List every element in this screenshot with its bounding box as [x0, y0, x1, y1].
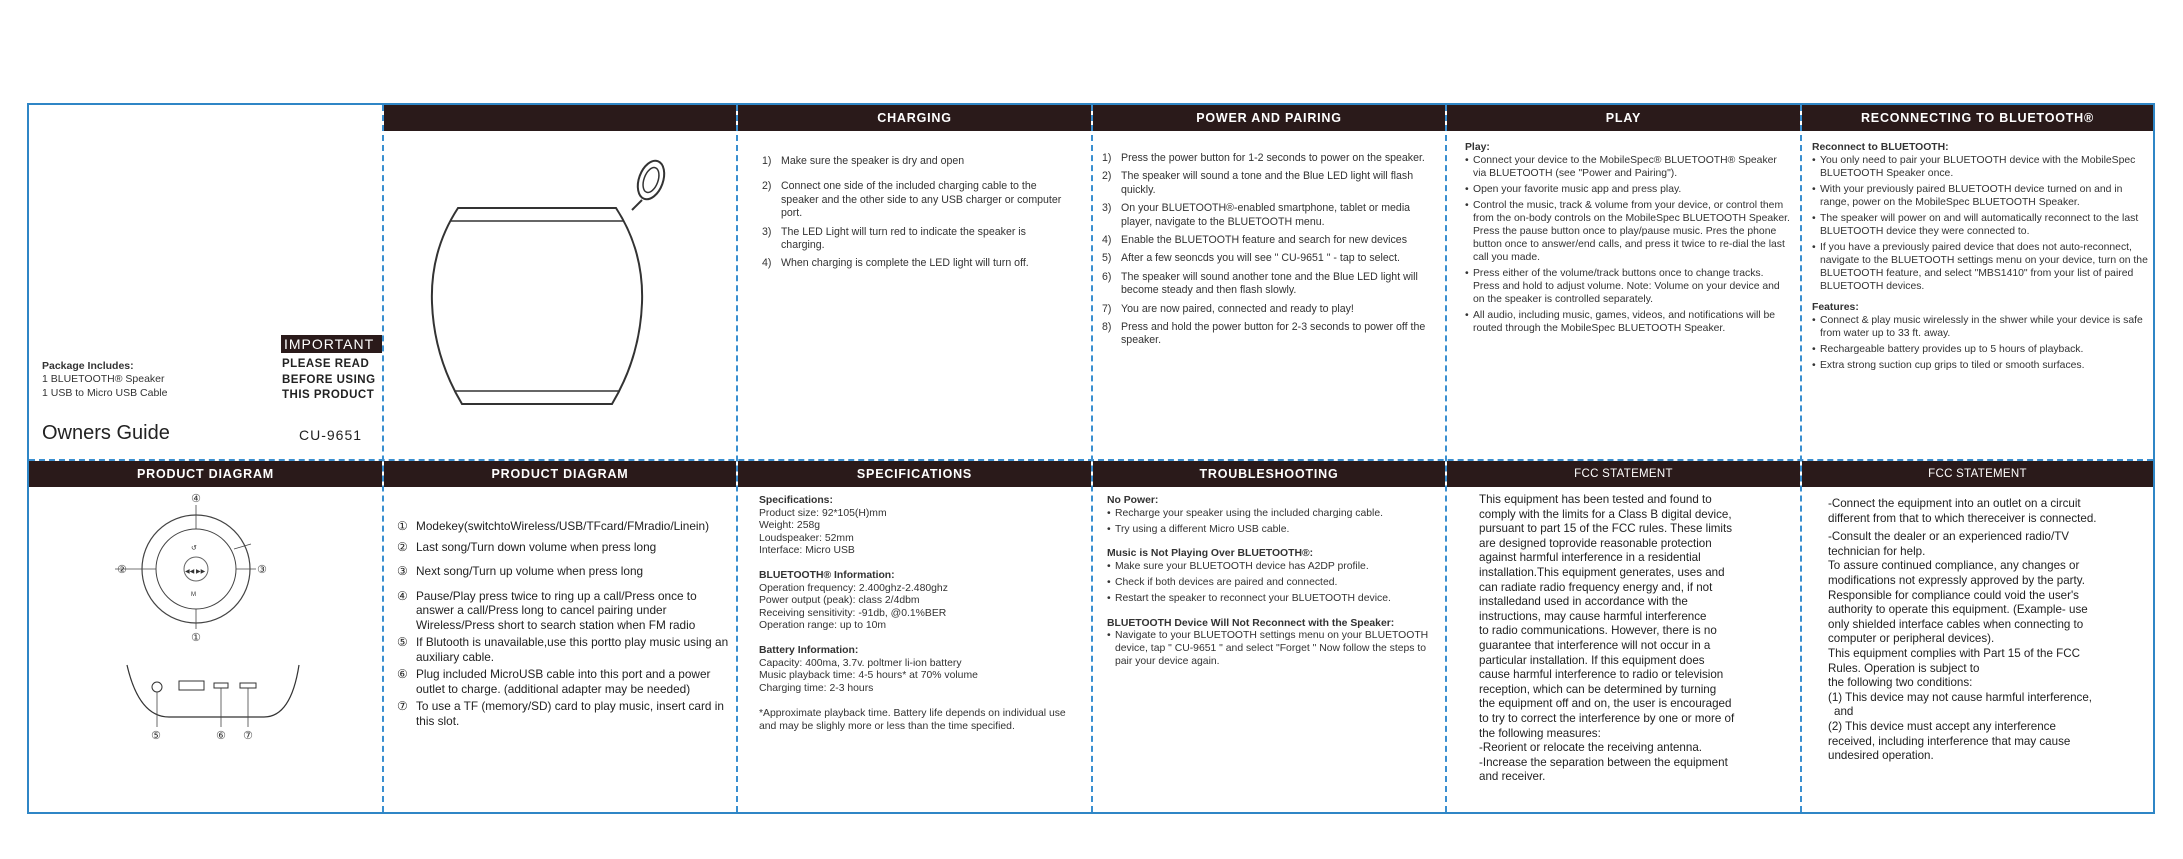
fcc-line: pursuant to part 15 of the FCC rules. These limits	[1479, 522, 1733, 536]
fcc-line: (1) This device may not cause harmful interference,	[1828, 690, 2092, 704]
fcc-line: and receiver.	[1479, 770, 1546, 784]
list-item: 1) Make sure the speaker is dry and open	[762, 155, 965, 167]
spec-line: Operation range: up to 10m	[759, 620, 887, 632]
fcc-line: This equipment has been tested and found to	[1479, 493, 1712, 506]
fcc-line: received, including interference that may cause	[1828, 734, 2071, 748]
spec-line: Music playback time: 4-5 hours* at 70% volume	[759, 670, 978, 682]
list-item: ⑦ To use a TF (memory/SD) card to play music, insert card in this slot.	[397, 699, 724, 728]
fcc-line: Responsible for compliance could void the user's	[1828, 588, 2079, 602]
fcc-line: installation.This equipment generates, uses and	[1479, 565, 1725, 579]
speaker-illustration	[384, 133, 736, 453]
spec-line: Receiving sensitivity: -91db, @0.1%BER	[759, 607, 947, 619]
list-item: 3) On your BLUETOOTH®-enabled smartphone, tablet or media player, navigate to the BLUETOOTH menu.	[1102, 202, 1411, 228]
fcc-line: -Connect the equipment into an outlet on a circuit	[1828, 497, 2081, 510]
spec-heading: Specifications:	[759, 495, 833, 506]
list-item: 3) The LED Light will turn red to indicate the speaker is charging.	[762, 225, 1026, 252]
fcc-line: To assure continued compliance, any changes or	[1828, 559, 2080, 573]
play-header: PLAY	[1447, 105, 1800, 131]
callout-label: ⑤	[151, 729, 161, 742]
fcc-line: and	[1834, 705, 1854, 719]
list-item: • Recharge your speaker using the included charging cable.	[1107, 508, 1429, 521]
fcc-line: technician for help.	[1828, 544, 1926, 558]
list-item: ① Modekey(switchtoWireless/USB/TFcard/FMradio/Linein)	[397, 519, 710, 533]
cover-panel	[29, 105, 382, 459]
callout-label: ①	[191, 631, 201, 644]
list-item: ⑥ Plug included MicroUSB cable into this port and a power outlet to charge. (additional adapter may be needed)	[397, 667, 711, 696]
model-number: CU-9651	[299, 427, 363, 443]
callout-label: ④	[191, 492, 201, 505]
fcc-line: (2) This device must accept any interference	[1828, 719, 2056, 733]
list-item: • Navigate to your BLUETOOTH settings menu on your BLUETOOTH device, tap " CU-9651 " and select "Forget " Now follow the steps to pair your device again.	[1107, 630, 1429, 668]
fcc-line: cause harmful interference to radio or television	[1479, 668, 1724, 682]
list-item: • Press either of the volume/track buttons once to change tracks. Press and hold to adjust volume. Note: Volume on your device and on the speaker is controlled separately.	[1465, 267, 1790, 306]
speaker-header-bar	[384, 105, 736, 131]
reconnect-heading: Reconnect to BLUETOOTH:	[1812, 142, 1949, 153]
list-item: 6) The speaker will sound another tone and the Blue LED light will become steady and then flash slowly.	[1102, 270, 1418, 297]
list-item: ③ Next song/Turn up volume when press long	[397, 564, 644, 578]
spec-line: Capacity: 400ma, 3.7v. poltmer li-ion battery	[759, 657, 962, 669]
diagram-illustration-panel	[29, 461, 382, 812]
list-item: • Open your favorite music app and press play.	[1465, 183, 1790, 196]
reconnect-panel	[1802, 105, 2153, 459]
fcc-line: can radiate radio frequency energy and, if not	[1479, 580, 1713, 594]
control-diagram	[29, 489, 382, 809]
spec-heading: BLUETOOTH® Information:	[759, 569, 895, 581]
fcc-line: different from that to which thereceiver is connected.	[1828, 511, 2097, 525]
specs-header: SPECIFICATIONS	[738, 461, 1091, 487]
list-item: • If you have a previously paired device that does not auto-reconnect, navigate to the BLUETOOTH settings menu on your device, turn on the BLUETOOTH feature, and select "MBS1410" from your list of paired BLUETOOTH devices.	[1812, 241, 2148, 293]
power-panel	[1093, 105, 1445, 459]
spec-line: Loudspeaker: 52mm	[759, 532, 854, 544]
svg-text:▶▶: ▶▶	[196, 569, 206, 575]
list-item: • Try using a different Micro USB cable.	[1107, 524, 1429, 537]
list-item: ⑤ If Blutooth is unavailable,use this portto play music using an auxiliary cable.	[397, 635, 729, 664]
diagram-list-header: PRODUCT DIAGRAM	[384, 461, 736, 487]
list-item: ② Last song/Turn down volume when press long	[397, 539, 657, 554]
list-item: 2) The speaker will sound a tone and the Blue LED light will flash quickly.	[1102, 170, 1414, 196]
list-item: 8) Press and hold the power button for 2-3 seconds to power off the speaker.	[1102, 321, 1426, 347]
fcc-line: to radio communications. However, there is no	[1479, 624, 1717, 638]
fcc2-header: FCC STATEMENT	[1802, 461, 2153, 487]
fcc-line: This equipment complies with Part 15 of the FCC	[1828, 646, 2080, 660]
fcc1-panel	[1447, 461, 1800, 812]
trouble-panel	[1093, 461, 1445, 812]
list-item: • You only need to pair your BLUETOOTH device with the MobileSpec BLUETOOTH Speaker once.	[1812, 154, 2148, 180]
spec-line: Product size: 92*105(H)mm	[759, 507, 887, 519]
fcc-line: the following two conditions:	[1828, 676, 1973, 690]
important-line: THIS PRODUCT	[282, 389, 375, 401]
callout-label: ②	[117, 563, 127, 576]
trouble-heading: BLUETOOTH Device Will Not Reconnect with the Speaker:	[1107, 617, 1395, 629]
list-item: 4) Enable the BLUETOOTH feature and search for new devices	[1102, 234, 1407, 247]
fcc-line: installedand used in accordance with the	[1479, 595, 1688, 609]
power-header: POWER AND PAIRING	[1093, 105, 1445, 131]
fcc-line: the equipment off and on, the user is encouraged	[1479, 697, 1732, 711]
package-item: 1 USB to Micro USB Cable	[42, 386, 168, 399]
fcc-line: -Increase the separation between the equipment	[1479, 755, 1728, 769]
list-item: • The speaker will power on and will automatically reconnect to the last BLUETOOTH device they were connected to.	[1812, 212, 2148, 238]
spec-line: Charging time: 2-3 hours	[759, 682, 874, 694]
fcc-line: instructions, may cause harmful interference	[1479, 609, 1707, 623]
list-item: • Connect your device to the MobileSpec® BLUETOOTH® Speaker via BLUETOOTH (see "Power and Pairing").	[1465, 154, 1790, 180]
fcc-line: are designed toprovide reasonable protection	[1479, 536, 1712, 550]
list-item: • With your previously paired BLUETOOTH device turned on and in range, power on the MobileSpec BLUETOOTH Speaker.	[1812, 183, 2148, 209]
trouble-header: TROUBLESHOOTING	[1093, 461, 1445, 487]
trouble-heading: No Power:	[1107, 495, 1159, 506]
list-item: 7) You are now paired, connected and ready to play!	[1102, 302, 1354, 315]
charging-panel	[738, 105, 1091, 459]
spec-line: Operation frequency: 2.400ghz-2.480ghz	[759, 582, 948, 594]
list-item: • Connect & play music wirelessly in the shwer while your device is safe from water up to 33 ft. away.	[1812, 314, 2148, 340]
list-item: 2) Connect one side of the included charging cable to the speaker and the other side to any USB charger or computer port.	[762, 180, 1062, 220]
fcc-line: -Reorient or relocate the receiving antenna.	[1479, 741, 1702, 755]
list-item: • Check if both devices are paired and connected.	[1107, 577, 1429, 590]
important-line: BEFORE USING	[282, 373, 376, 386]
features-heading: Features:	[1812, 302, 1859, 313]
callout-label: ③	[257, 563, 267, 576]
fcc-line: comply with the limits for a Class B digital device,	[1479, 507, 1732, 521]
fcc-line: -Consult the dealer or an experienced radio/TV	[1828, 530, 2070, 544]
svg-text:◀◀: ◀◀	[185, 569, 195, 575]
fcc-line: undesired operation.	[1828, 749, 1934, 763]
spec-footnote: *Approximate playback time. Battery life depends on individual use and may be slighly more or less than the time specified.	[759, 708, 1066, 732]
fcc-line: the following measures:	[1479, 726, 1601, 740]
spec-line: Power output (peak): class 2/4dbm	[759, 595, 920, 607]
package-title: Package Includes:	[42, 360, 134, 372]
fcc-line: only shielded interface cables when connecting to	[1828, 617, 2084, 631]
diagram-list-panel	[384, 461, 736, 812]
list-item: • Extra strong suction cup grips to tiled or smooth surfaces.	[1812, 359, 2148, 372]
spec-line: Weight: 258g	[759, 520, 821, 532]
guide-title: Owners Guide	[42, 422, 170, 444]
important-line: PLEASE READ	[282, 358, 370, 370]
list-item: • Control the music, track & volume from your device, or control them from the on-body controls on the MobileSpec BLUETOOTH Speaker. Press the pause button once to play/pause music. Pres the phone button once to answer/end calls, and press it twice to re-dial the last call you made.	[1465, 199, 1790, 264]
list-item: ④ Pause/Play press twice to ring up a call/Press once to answer a call/Press long to cancel pairing under Wireless/Press short to search station when FM radio	[397, 588, 697, 632]
diagram-left-header: PRODUCT DIAGRAM	[29, 461, 382, 487]
list-item: 4) When charging is complete the LED light will turn off.	[762, 257, 1029, 270]
fcc2-panel	[1802, 461, 2153, 812]
spec-heading: Battery Information:	[759, 644, 859, 656]
important-badge: IMPORTANT	[281, 335, 382, 353]
fcc-line: particular installation. If this equipment does	[1479, 653, 1705, 667]
list-item: 5) After a few seoncds you will see " CU-9651 " - tap to select.	[1102, 252, 1400, 265]
list-item: • Restart the speaker to reconnect your BLUETOOTH device.	[1107, 593, 1429, 606]
package-item: 1 BLUETOOTH® Speaker	[42, 373, 165, 386]
list-item: • All audio, including music, games, videos, and notifications will be routed through the MobileSpec BLUETOOTH Speaker.	[1465, 309, 1790, 335]
fcc-line: reception, which can be determined by turning	[1479, 682, 1717, 696]
list-item: 1) Press the power button for 1-2 seconds to power on the speaker.	[1102, 152, 1425, 164]
callout-label: ⑦	[243, 729, 253, 742]
reconnect-header: RECONNECTING TO BLUETOOTH®	[1802, 105, 2153, 131]
svg-text:M: M	[191, 592, 196, 598]
trouble-heading: Music is Not Playing Over BLUETOOTH®:	[1107, 548, 1314, 560]
fcc-line: guarantee that interference will not occur in a	[1479, 638, 1711, 652]
fcc-line: to try to correct the interference by one or more of	[1479, 711, 1735, 725]
list-item: • Make sure your BLUETOOTH device has A2DP profile.	[1107, 561, 1429, 574]
fcc-line: against harmful interference in a residential	[1479, 551, 1701, 565]
list-item: • Rechargeable battery provides up to 5 hours of playback.	[1812, 343, 2148, 356]
svg-text:↺: ↺	[191, 545, 197, 552]
play-heading: Play:	[1465, 142, 1490, 153]
fcc-line: authority to operate this equipment. (Example- use	[1828, 603, 2088, 617]
fcc-line: computer or peripheral devices).	[1828, 632, 1995, 646]
fcc-line: Rules. Operation is subject to	[1828, 661, 1980, 675]
play-panel	[1447, 105, 1800, 459]
spec-line: Interface: Micro USB	[759, 545, 855, 557]
fcc-line: modifications not expressly approved by the party.	[1828, 573, 2085, 587]
fcc1-header: FCC STATEMENT	[1447, 461, 1800, 487]
charging-header: CHARGING	[738, 105, 1091, 131]
callout-label: ⑥	[216, 729, 226, 742]
specs-panel	[738, 461, 1091, 812]
speaker-panel	[384, 105, 736, 459]
